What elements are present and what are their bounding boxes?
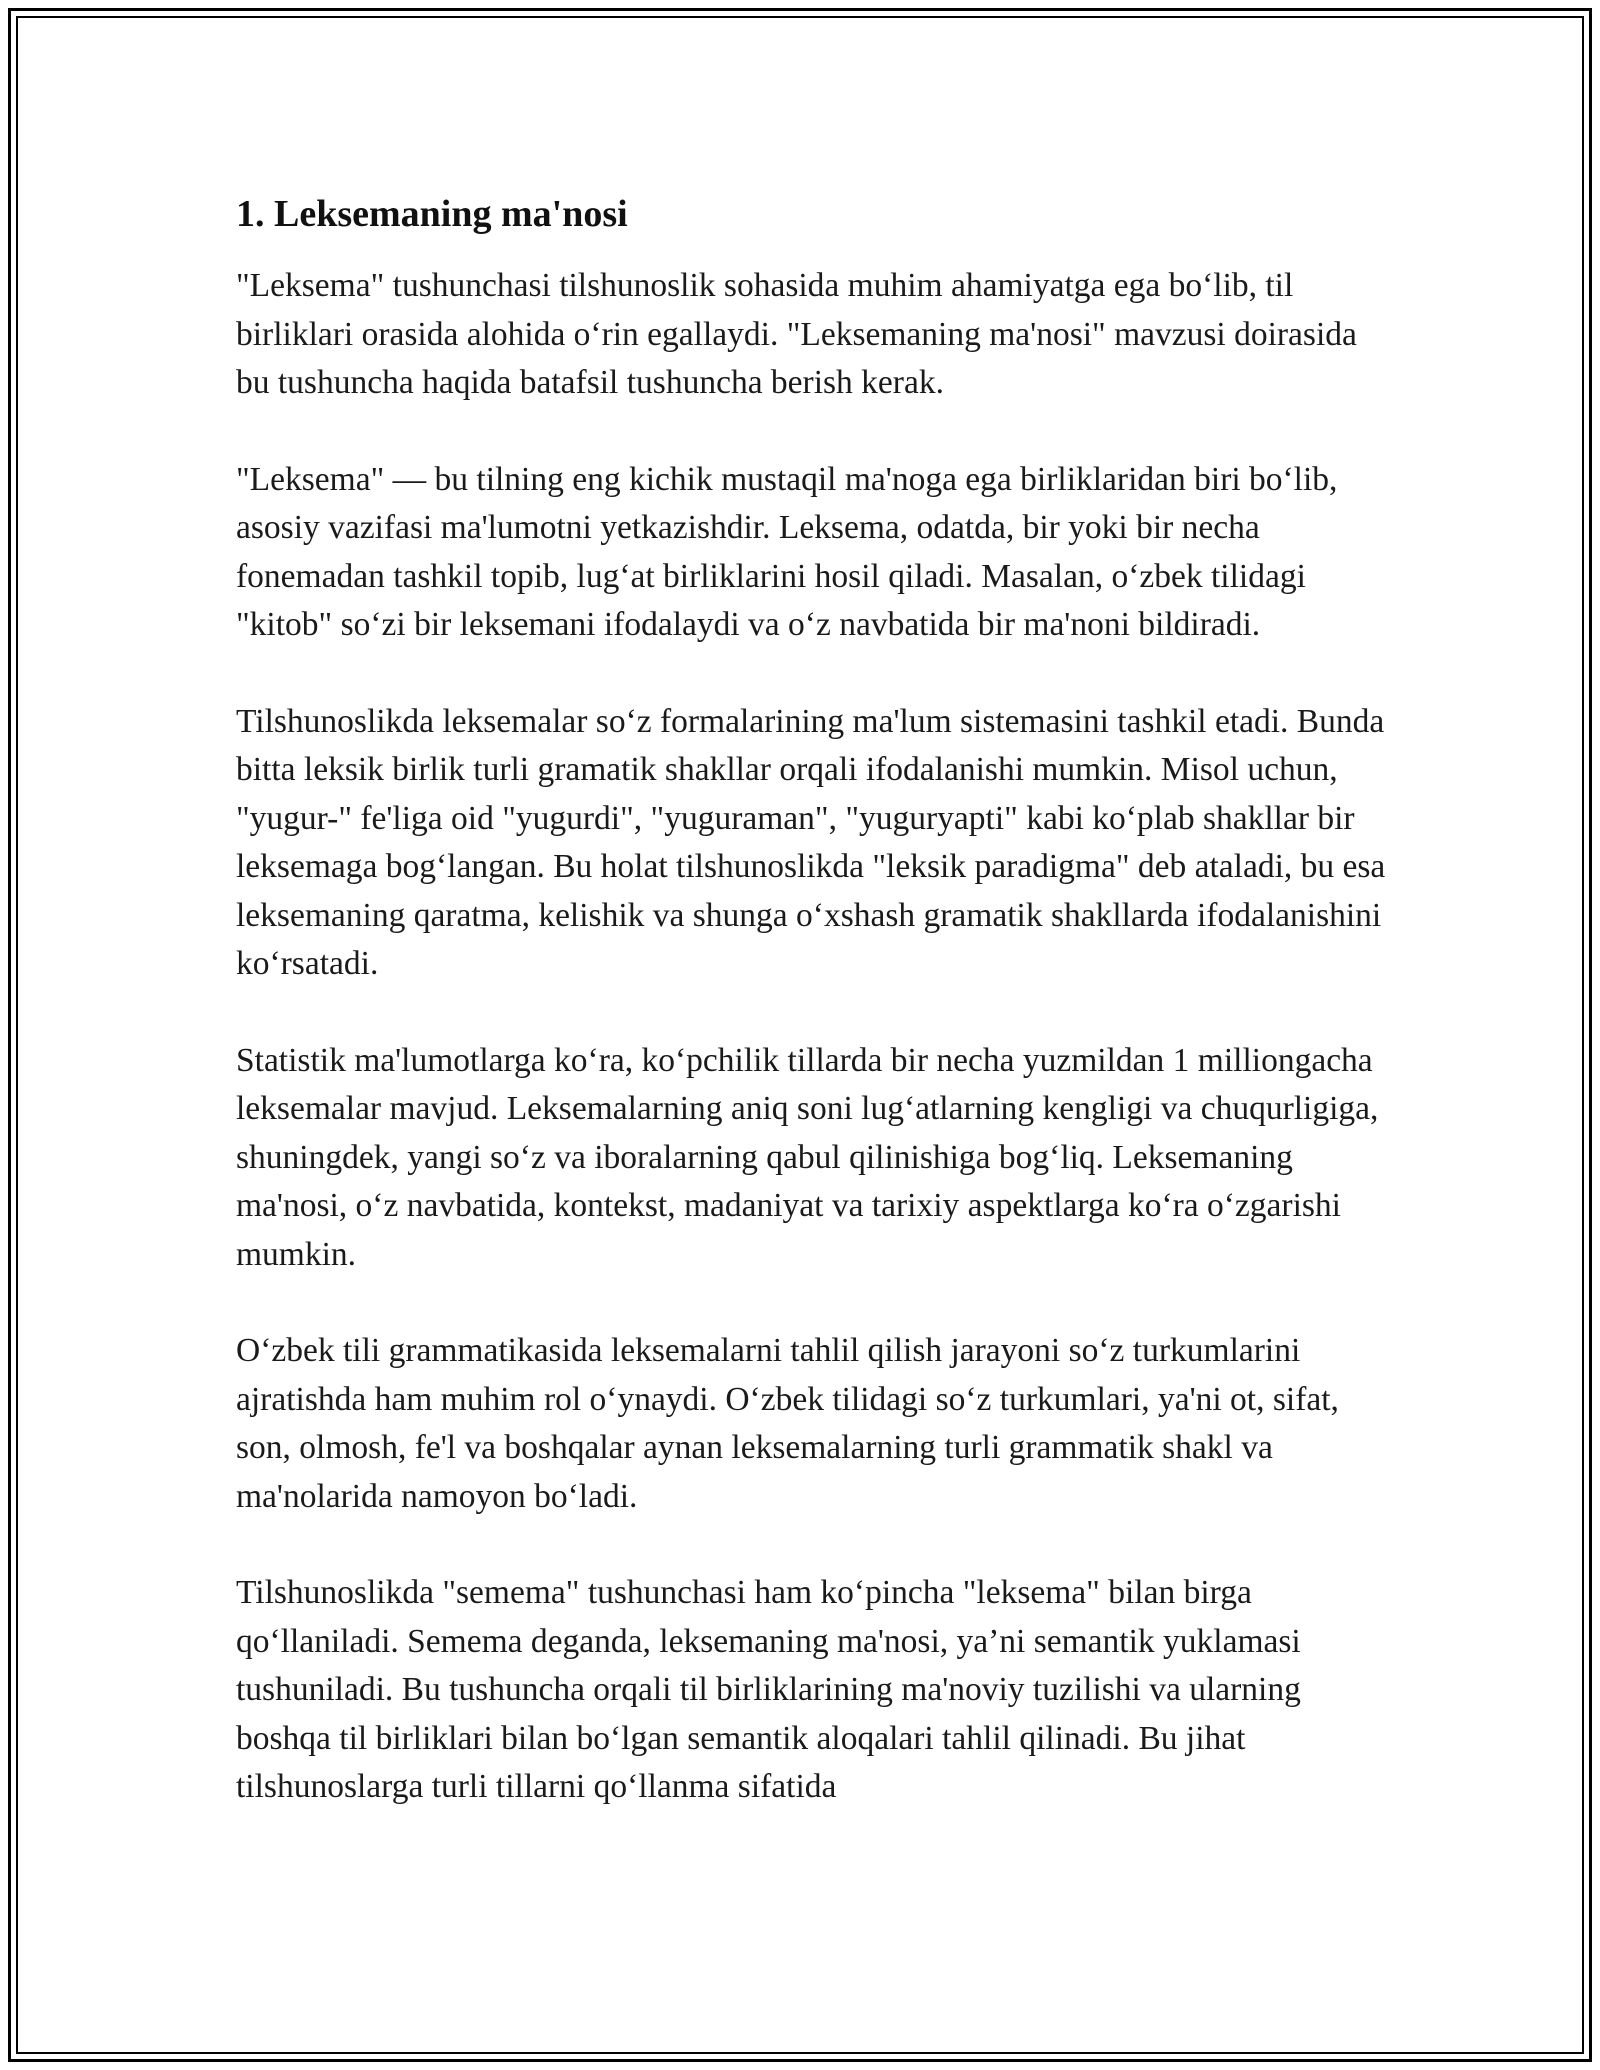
section-title: 1. Leksemaning ma'nosi: [236, 193, 628, 235]
document-body: [236, 188, 1396, 1860]
paragraph-5: O‘zbek tili grammatikasida leksemalarni tahlil qilish jarayoni so‘z turkumlarini ajratishda ham muhim rol o‘ynaydi. O‘zbek tilidagi so‘z turkumlari, ya'ni ot, sifat, son, olmosh, fe'l va boshqalar aynan leksemalarning turli grammatik shakl va ma'nolarida namoyon bo‘ladi.: [236, 1332, 1339, 1515]
paragraph-2: "Leksema" — bu tilning eng kichik mustaqil ma'noga ega birliklaridan biri bo‘lib, asosiy vazifasi ma'lumotni yetkazishdir. Leksema, odatda, bir yoki bir necha fonemadan tashkil topib, lug‘at birliklarini hosil qiladi. Masalan, o‘zbek tilidagi "kitob" so‘zi bir leksemani ifodalaydi va o‘z navbatida bir ma'noni bildiradi.: [236, 460, 1338, 643]
paragraph-4: Statistik ma'lumotlarga ko‘ra, ko‘pchilik tillarda bir necha yuzmildan 1 milliongacha leksemalar mavjud. Leksemalarning aniq soni lug‘atlarning kengligi va chuqurligiga, shuningdek, yangi so‘z va iboralarning qabul qilinishiga bog‘liq. Leksemaning ma'nosi, o‘z navbatida, kontekst, madaniyat va tarixiy aspektlarga ko‘ra o‘zgarishi mumkin.: [236, 1041, 1379, 1273]
paragraph-3: Tilshunoslikda leksemalar so‘z formalarining ma'lum sistemasini tashkil etadi. Bunda bitta leksik birlik turli gramatik shakllar orqali ifodalanishi mumkin. Misol uchun, "yugur-" fe'liga oid "yugurdi", "yuguraman", "yuguryapti" kabi ko‘plab shakllar bir leksemaga bog‘langan. Bu holat tilshunoslikda "leksik paradigma" deb ataladi, bu esa leksemaning qaratma, kelishik va shunga o‘xshash gramatik shakllarda ifodalanishini ko‘rsatadi.: [236, 702, 1386, 982]
paragraph-1: "Leksema" tushunchasi tilshunoslik sohasida muhim ahamiyatga ega bo‘lib, til birliklari orasida alohida o‘rin egallaydi. "Leksemaning ma'nosi" mavzusi doirasida bu tushuncha haqida batafsil tushuncha berish kerak.: [236, 267, 1357, 401]
paragraph-6: Tilshunoslikda "semema" tushunchasi ham ko‘pincha "leksema" bilan birga qo‘llaniladi. Semema deganda, leksemaning ma'nosi, ya’ni semantik yuklamasi tushuniladi. Bu tushuncha orqali til birliklarining ma'noviy tuzilishi va ularning boshqa til birliklari bilan bo‘lgan semantik aloqalari tahlil qilinadi. Bu jihat tilshunoslarga turli tillarni qo‘llanma sifatida: [236, 1574, 1301, 1805]
